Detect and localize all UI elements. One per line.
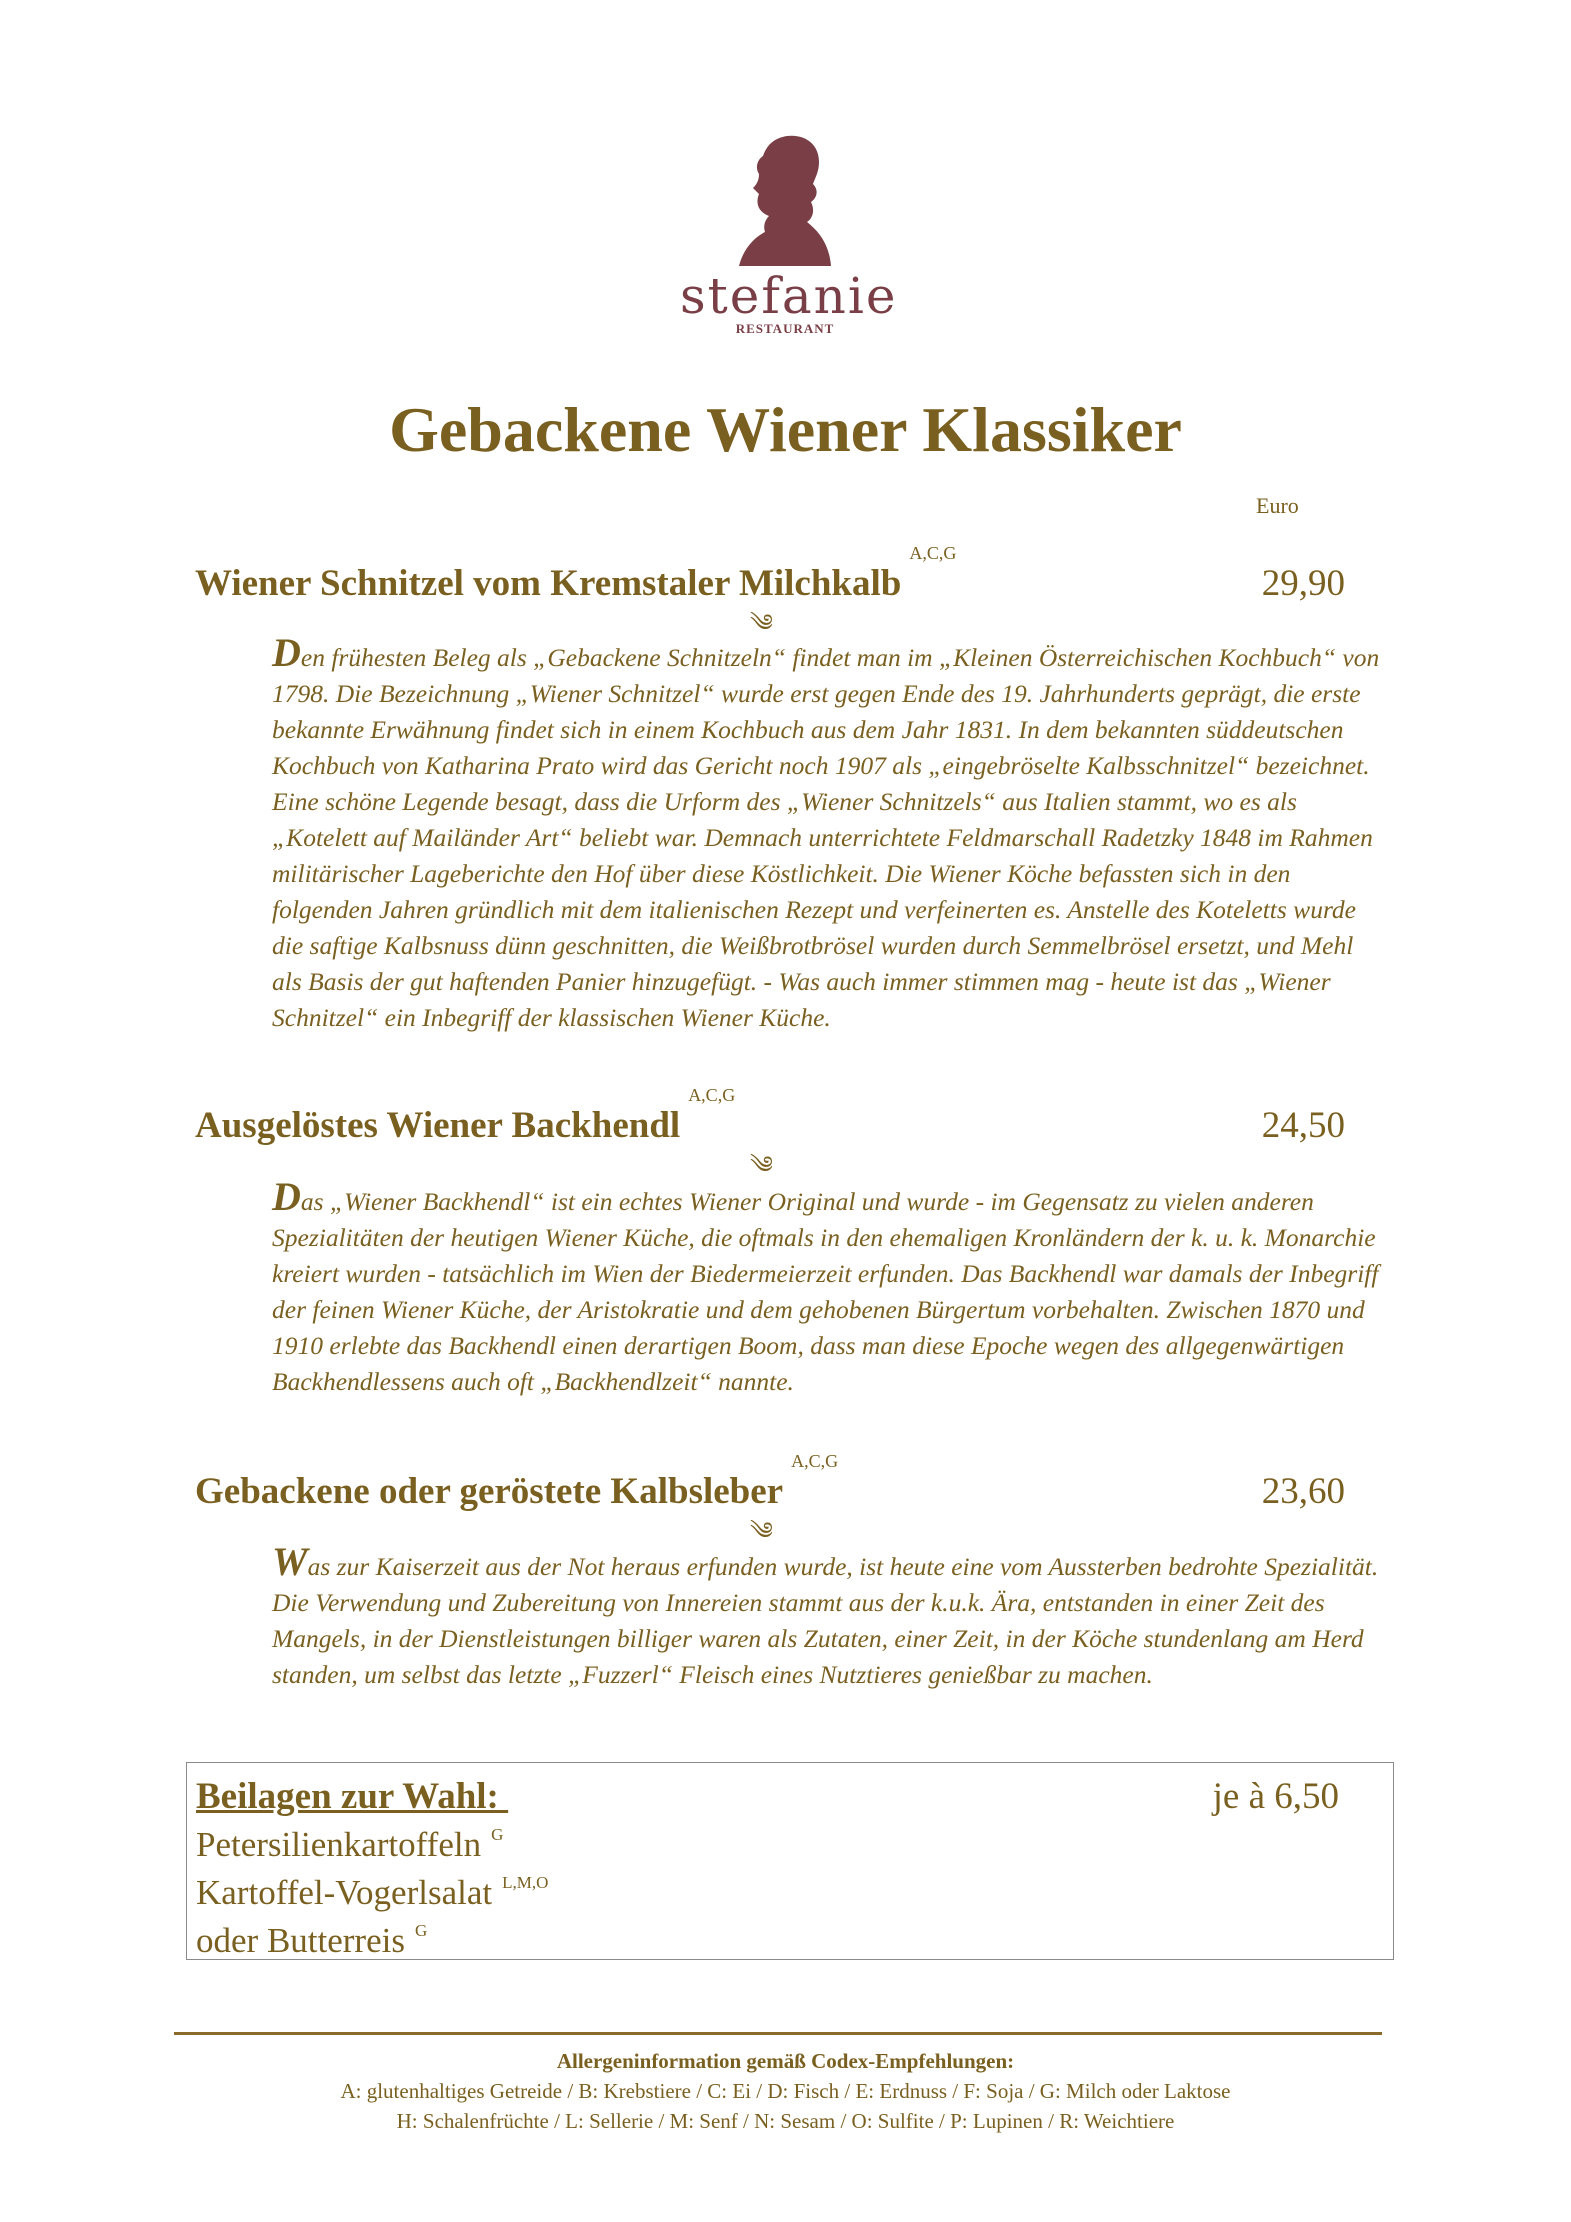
dish-description [272, 630, 1382, 1036]
allergy-line: A: glutenhaltiges Getreide / B: Krebstiere / C: Ei / D: Fisch / E: Erdnuss / F: Soja / G: Milch oder Laktose [340, 2079, 1231, 2103]
description-paragraph: en frühesten Beleg als „Gebackene Schnitzeln“ findet man im „Kleinen Österreichischen Kochbuch“ von 1798. Die Bezeichnung „Wiener Schnitzel“ wurde erst gegen Ende des 19. Jahrhunderts geprägt, die erste bekannte Erwähnung findet sich in einem Kochbuch aus dem Jahr 1831. In dem bekannten süddeutschen Kochbuch von Katharina Prato wird das Gericht noch 1907 als „eingebröselte Kalbsschnitzel“ bezeichnet. [272, 643, 1380, 780]
dish-header [195, 1451, 1345, 1521]
drop-cap: W [272, 1539, 308, 1584]
side-name: Petersilienkartoffeln [196, 1825, 482, 1864]
dish-description [272, 1539, 1382, 1693]
side-item [196, 1869, 548, 1917]
description-paragraph: as zur Kaiserzeit aus der Not heraus erfunden wurde, ist heute eine vom Aussterben bedrohte Spezialität. Die Verwendung und Zubereitung von Innereien stammt aus der k.u.k. Ära, entstanden in einer Zeit des Mangels, in der Dienstleistungen billiger waren als Zutaten, einer Zeit, in der Köche stundenlang am Herd standen, um selbst das letzte „Fuzzerl“ Fleisch eines Nutztieres genießbar zu machen. [272, 1552, 1379, 1689]
side-allergens: G [414, 1921, 428, 1940]
dish-item [195, 1451, 1345, 1521]
dish-price: 23,60 [1261, 1471, 1345, 1512]
drop-cap: D [272, 630, 301, 675]
brand-name: stefanie [680, 267, 898, 325]
page-title: Gebackene Wiener Klassiker [389, 394, 1182, 465]
ornament-icon: ༄ [750, 1153, 773, 1179]
dish-header [195, 543, 1345, 613]
brand-subtitle: RESTAURANT [735, 321, 835, 336]
dish-price: 24,50 [1261, 1105, 1345, 1146]
description-paragraph: as „Wiener Backhendl“ ist ein echtes Wiener Original und wurde - im Gegensatz zu vielen anderen Spezialitäten der heutigen Wiener Küche, die oftmals in den ehemaligen Kronländern der k. u. k. Monarchie kreiert wurden - tatsächlich im Wien der Biedermeierzeit erfunden. Das Backhendl war damals der Inbegriff der feinen Wiener Küche, der Aristokratie und dem gehobenen Bürgertum vorbehalten. Zwischen 1870 und 1910 erlebte das Backhendl einen derartigen Boom, dass man diese Epoche wegen des allgegenwärtigen Backhendlessens auch oft „Backhendlzeit“ nannte. [272, 1187, 1379, 1396]
dish-allergens: A,C,G [688, 1085, 736, 1105]
dish-allergens: A,C,G [791, 1451, 839, 1471]
side-item [196, 1821, 548, 1869]
dish-item [195, 543, 1345, 613]
silhouette-icon [735, 132, 835, 267]
allergy-line: H: Schalenfrüchte / L: Sellerie / M: Senf / N: Sesam / O: Sulfite / P: Lupinen / R: Weichtiere [396, 2109, 1175, 2133]
sides-list [196, 1821, 548, 1965]
ornament-icon: ༄ [750, 1519, 773, 1545]
sides-box [186, 1762, 1394, 1960]
sides-price: je à 6,50 [1212, 1776, 1339, 1817]
footer-divider [174, 2032, 1382, 2035]
dish-item [195, 1085, 1345, 1155]
allergy-title: Allergeninformation gemäß Codex-Empfehlungen: [556, 2049, 1015, 2073]
dish-name: Ausgelöstes Wiener Backhendl [195, 1105, 681, 1146]
ornament-icon: ༄ [750, 611, 773, 637]
side-allergens: L,M,O [502, 1873, 549, 1892]
restaurant-logo [680, 132, 898, 362]
dish-name: Wiener Schnitzel vom Kremstaler Milchkalb [195, 563, 902, 604]
side-allergens: G [491, 1825, 504, 1844]
side-name: Kartoffel-Vogerlsalat [196, 1873, 493, 1912]
side-item [196, 1917, 548, 1965]
dish-price: 29,90 [1261, 563, 1345, 604]
sides-title: Beilagen zur Wahl: [196, 1776, 509, 1817]
description-paragraph: Eine schöne Legende besagt, dass die Urform des „Wiener Schnitzels“ aus Italien stammt, wo es als „Kotelett auf Mailänder Art“ beliebt war. Demnach unterrichtete Feldmarschall Radetzky 1848 im Rahmen militärischer Lageberichte den Hof über diese Köstlichkeit. Die Wiener Köche befassten sich in den folgenden Jahren gründlich mit dem italienischen Rezept und verfeinerten es. Anstelle des Koteletts wurde die saftige Kalbsnuss dünn geschnitten, die Weißbrotbrösel wurden durch Semmelbrösel ersetzt, und Mehl als Basis der gut haftenden Panier hinzugefügt. - Was auch immer stimmen mag - heute ist das „Wiener Schnitzel“ ein Inbegriff der klassischen Wiener Küche. [272, 787, 1373, 1032]
drop-cap: D [272, 1174, 301, 1219]
dish-description [272, 1174, 1382, 1400]
currency-label: Euro [1256, 493, 1299, 518]
dish-allergens: A,C,G [909, 543, 957, 563]
side-name: oder Butterreis [196, 1921, 405, 1960]
dish-name: Gebackene oder geröstete Kalbsleber [195, 1471, 784, 1512]
allergy-info [0, 2046, 1571, 2136]
dish-header [195, 1085, 1345, 1155]
